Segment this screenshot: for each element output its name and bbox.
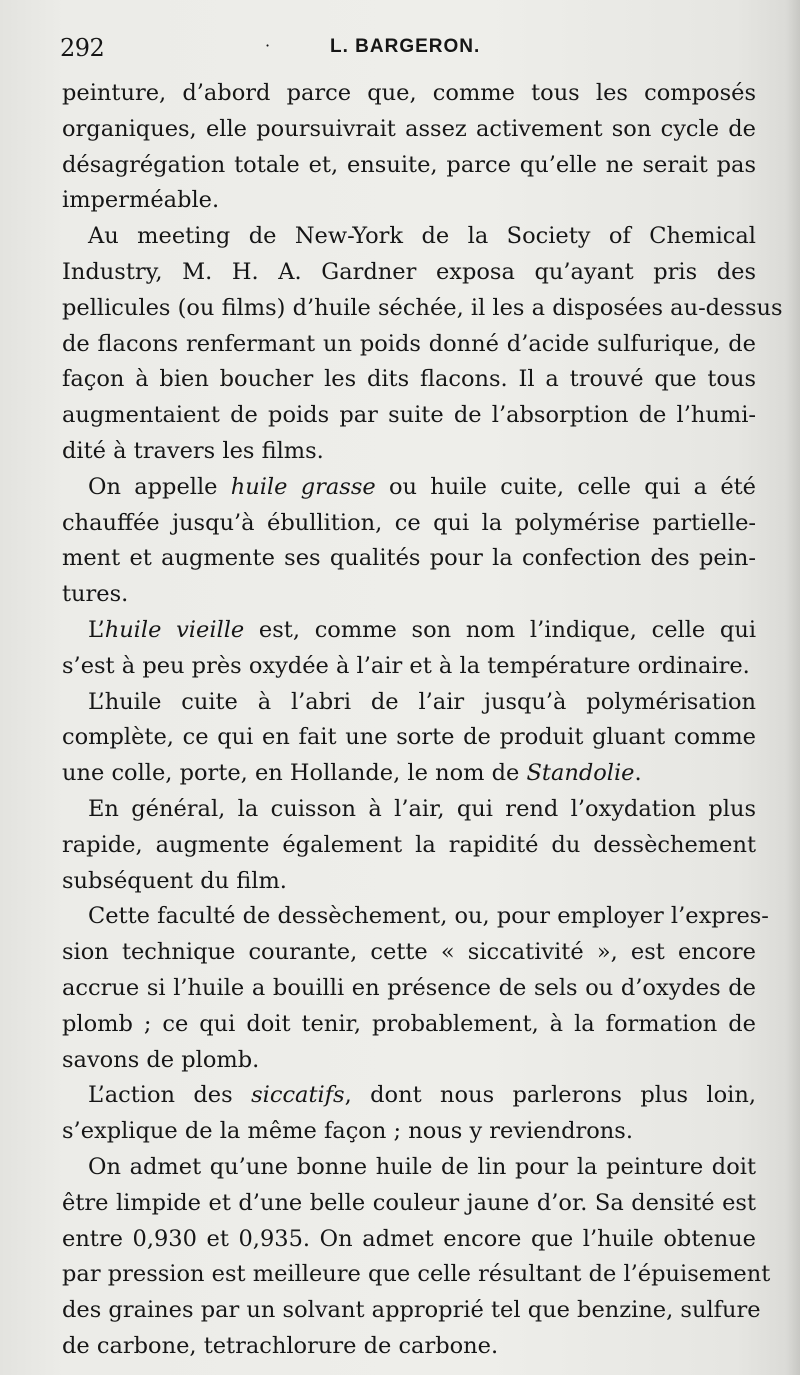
running-title: L. BARGERON. [330,36,481,57]
text-line [62,470,756,506]
text-line: façon à bien boucher les dits flacons. Il a trouvé que tous [62,366,756,393]
text-line: On admet qu’une bonne huile de lin pour la peinture doit [88,1153,756,1180]
text-line: de carbone, tetrachlorure de carbone. [62,1332,499,1359]
text-line: complète, ce qui en fait une sorte de produit gluant comme [62,724,756,751]
text-line: s’est à peu près oxydée à l’air et à la température ordinaire. [62,652,750,679]
text-segment: On appelle [88,473,231,500]
text-segment: une colle, porte, en Hollande, le nom de [62,760,527,787]
running-head [60,30,750,66]
text-line: peinture, d’abord parce que, comme tous les composés [62,80,756,106]
text-line: entre 0,930 et 0,935. On admet encore que l’huile obtenue [62,1225,756,1252]
text-line: ment et augmente ses qualités pour la confection des pein- [62,545,756,572]
text-segment: L’ [88,616,105,643]
text-line: s’explique de la même façon ; nous y reviendrons. [62,1118,633,1145]
header-separator: · [265,36,271,55]
italic-term: siccatifs [251,1082,345,1109]
text-line: L’huile cuite à l’abri de l’air jusqu’à polymérisation [88,688,756,715]
page-number: 292 [60,34,105,62]
text-line: subséquent du film. [62,867,287,894]
text-line: tures. [62,581,129,608]
italic-term: huile grasse [230,473,376,500]
text-line: savons de plomb. [62,1046,260,1073]
text-line: augmentaient de poids par suite de l’absorption de l’humi- [62,402,756,429]
text-line: chauffée jusqu’à ébullition, ce qui la polymérise partielle- [62,509,756,536]
text-line: par pression est meilleure que celle résultant de l’épuisement [62,1261,771,1288]
text-segment: ou huile cuite, celle qui a été [375,473,756,500]
text-segment: . [634,760,642,787]
body-text [62,76,783,1365]
text-line: dité à travers les films. [62,437,324,464]
text-line: plomb ; ce qui doit tenir, probablement, à la formation de [62,1010,756,1037]
italic-term: Standolie [526,760,635,787]
text-line: En général, la cuisson à l’air, qui rend l’oxydation plus [88,795,756,822]
text-segment: L’action des [88,1082,252,1109]
text-line: des graines par un solvant approprié tel que benzine, sulfure [62,1297,761,1324]
text-line: Au meeting de New-York de la Society of Chemical [88,223,756,250]
text-segment: , dont nous parlerons plus loin, [344,1082,756,1109]
text-line: de flacons renfermant un poids donné d’acide sulfurique, de [62,330,756,357]
text-line: sion technique courante, cette « siccativité », est encore [62,939,756,966]
text-line: Cette faculté de dessèchement, ou, pour employer l’expres- [88,903,769,930]
text-line: accrue si l’huile a bouilli en présence de sels ou d’oxydes de [62,974,756,1001]
text-segment: est, comme son nom l’indique, celle qui [244,616,757,643]
text-line [62,756,756,792]
text-line: imperméable. [62,187,220,214]
text-line: rapide, augmente également la rapidité du dessèchement [62,831,756,858]
italic-term: huile vieille [104,616,245,643]
text-line [62,1078,756,1114]
text-line: Industry, M. H. A. Gardner exposa qu’ayant pris des [62,258,756,285]
text-line: être limpide et d’une belle couleur jaune d’or. Sa densité est [62,1189,756,1216]
page-edge-shadow [786,0,800,1375]
text-line: organiques, elle poursuivrait assez activement son cycle de [62,115,756,142]
text-line: pellicules (ou films) d’huile séchée, il les a disposées au-dessus [62,294,783,321]
text-line: désagrégation totale et, ensuite, parce qu’elle ne serait pas [62,151,756,178]
text-line [62,613,756,649]
